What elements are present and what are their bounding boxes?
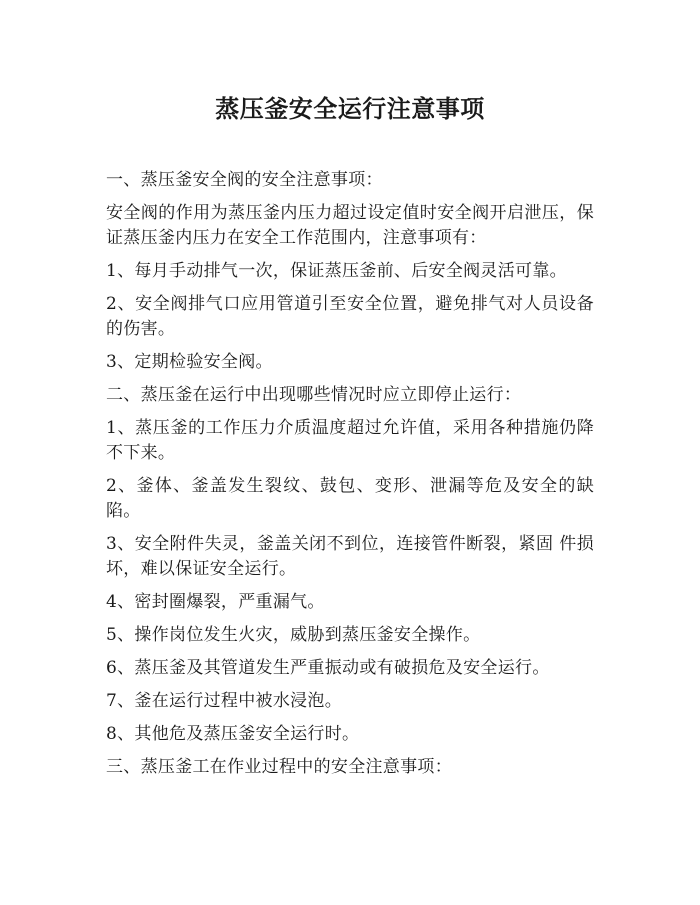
list-item: 2、安全阀排气口应用管道引至安全位置，避免排气对人员设备的伤害。 (106, 294, 594, 339)
document-title: 蒸压釜安全运行注意事项 (215, 94, 485, 123)
section-heading-1: 一、蒸压釜安全阀的安全注意事项： (106, 170, 383, 190)
list-item: 4、密封圈爆裂，严重漏气。 (106, 592, 325, 612)
section-heading-2: 二、蒸压釜在运行中出现哪些情况时应立即停止运行： (106, 385, 522, 405)
paragraph-intro: 安全阀的作用为蒸压釜内压力超过设定值时安全阀开启泄压，保证蒸压釜内压力在安全工作范围内，注意事项有： (106, 203, 594, 248)
list-item: 5、操作岗位发生火灾，威胁到蒸压釜安全操作。 (106, 625, 481, 645)
document-body (106, 168, 594, 788)
list-item: 7、釜在运行过程中被水浸泡。 (106, 691, 343, 711)
list-item: 1、每月手动排气一次，保证蒸压釜前、后安全阀灵活可靠。 (106, 261, 567, 281)
list-item: 1、蒸压釜的工作压力介质温度超过允许值，采用各种措施仍降不下来。 (106, 418, 594, 463)
list-item: 3、定期检验安全阀。 (106, 352, 273, 372)
list-item: 3、安全附件失灵，釜盖关闭不到位，连接管件断裂，紧固 件损坏，难以保证安全运行。 (106, 534, 594, 579)
section-heading-3: 三、蒸压釜工在作业过程中的安全注意事项： (106, 757, 452, 777)
list-item: 2、釜体、釜盖发生裂纹、鼓包、变形、泄漏等危及安全的缺陷。 (106, 476, 594, 521)
list-item: 8、其他危及蒸压釜安全运行时。 (106, 724, 360, 744)
list-item: 6、蒸压釜及其管道发生严重振动或有破损危及安全运行。 (106, 658, 550, 678)
